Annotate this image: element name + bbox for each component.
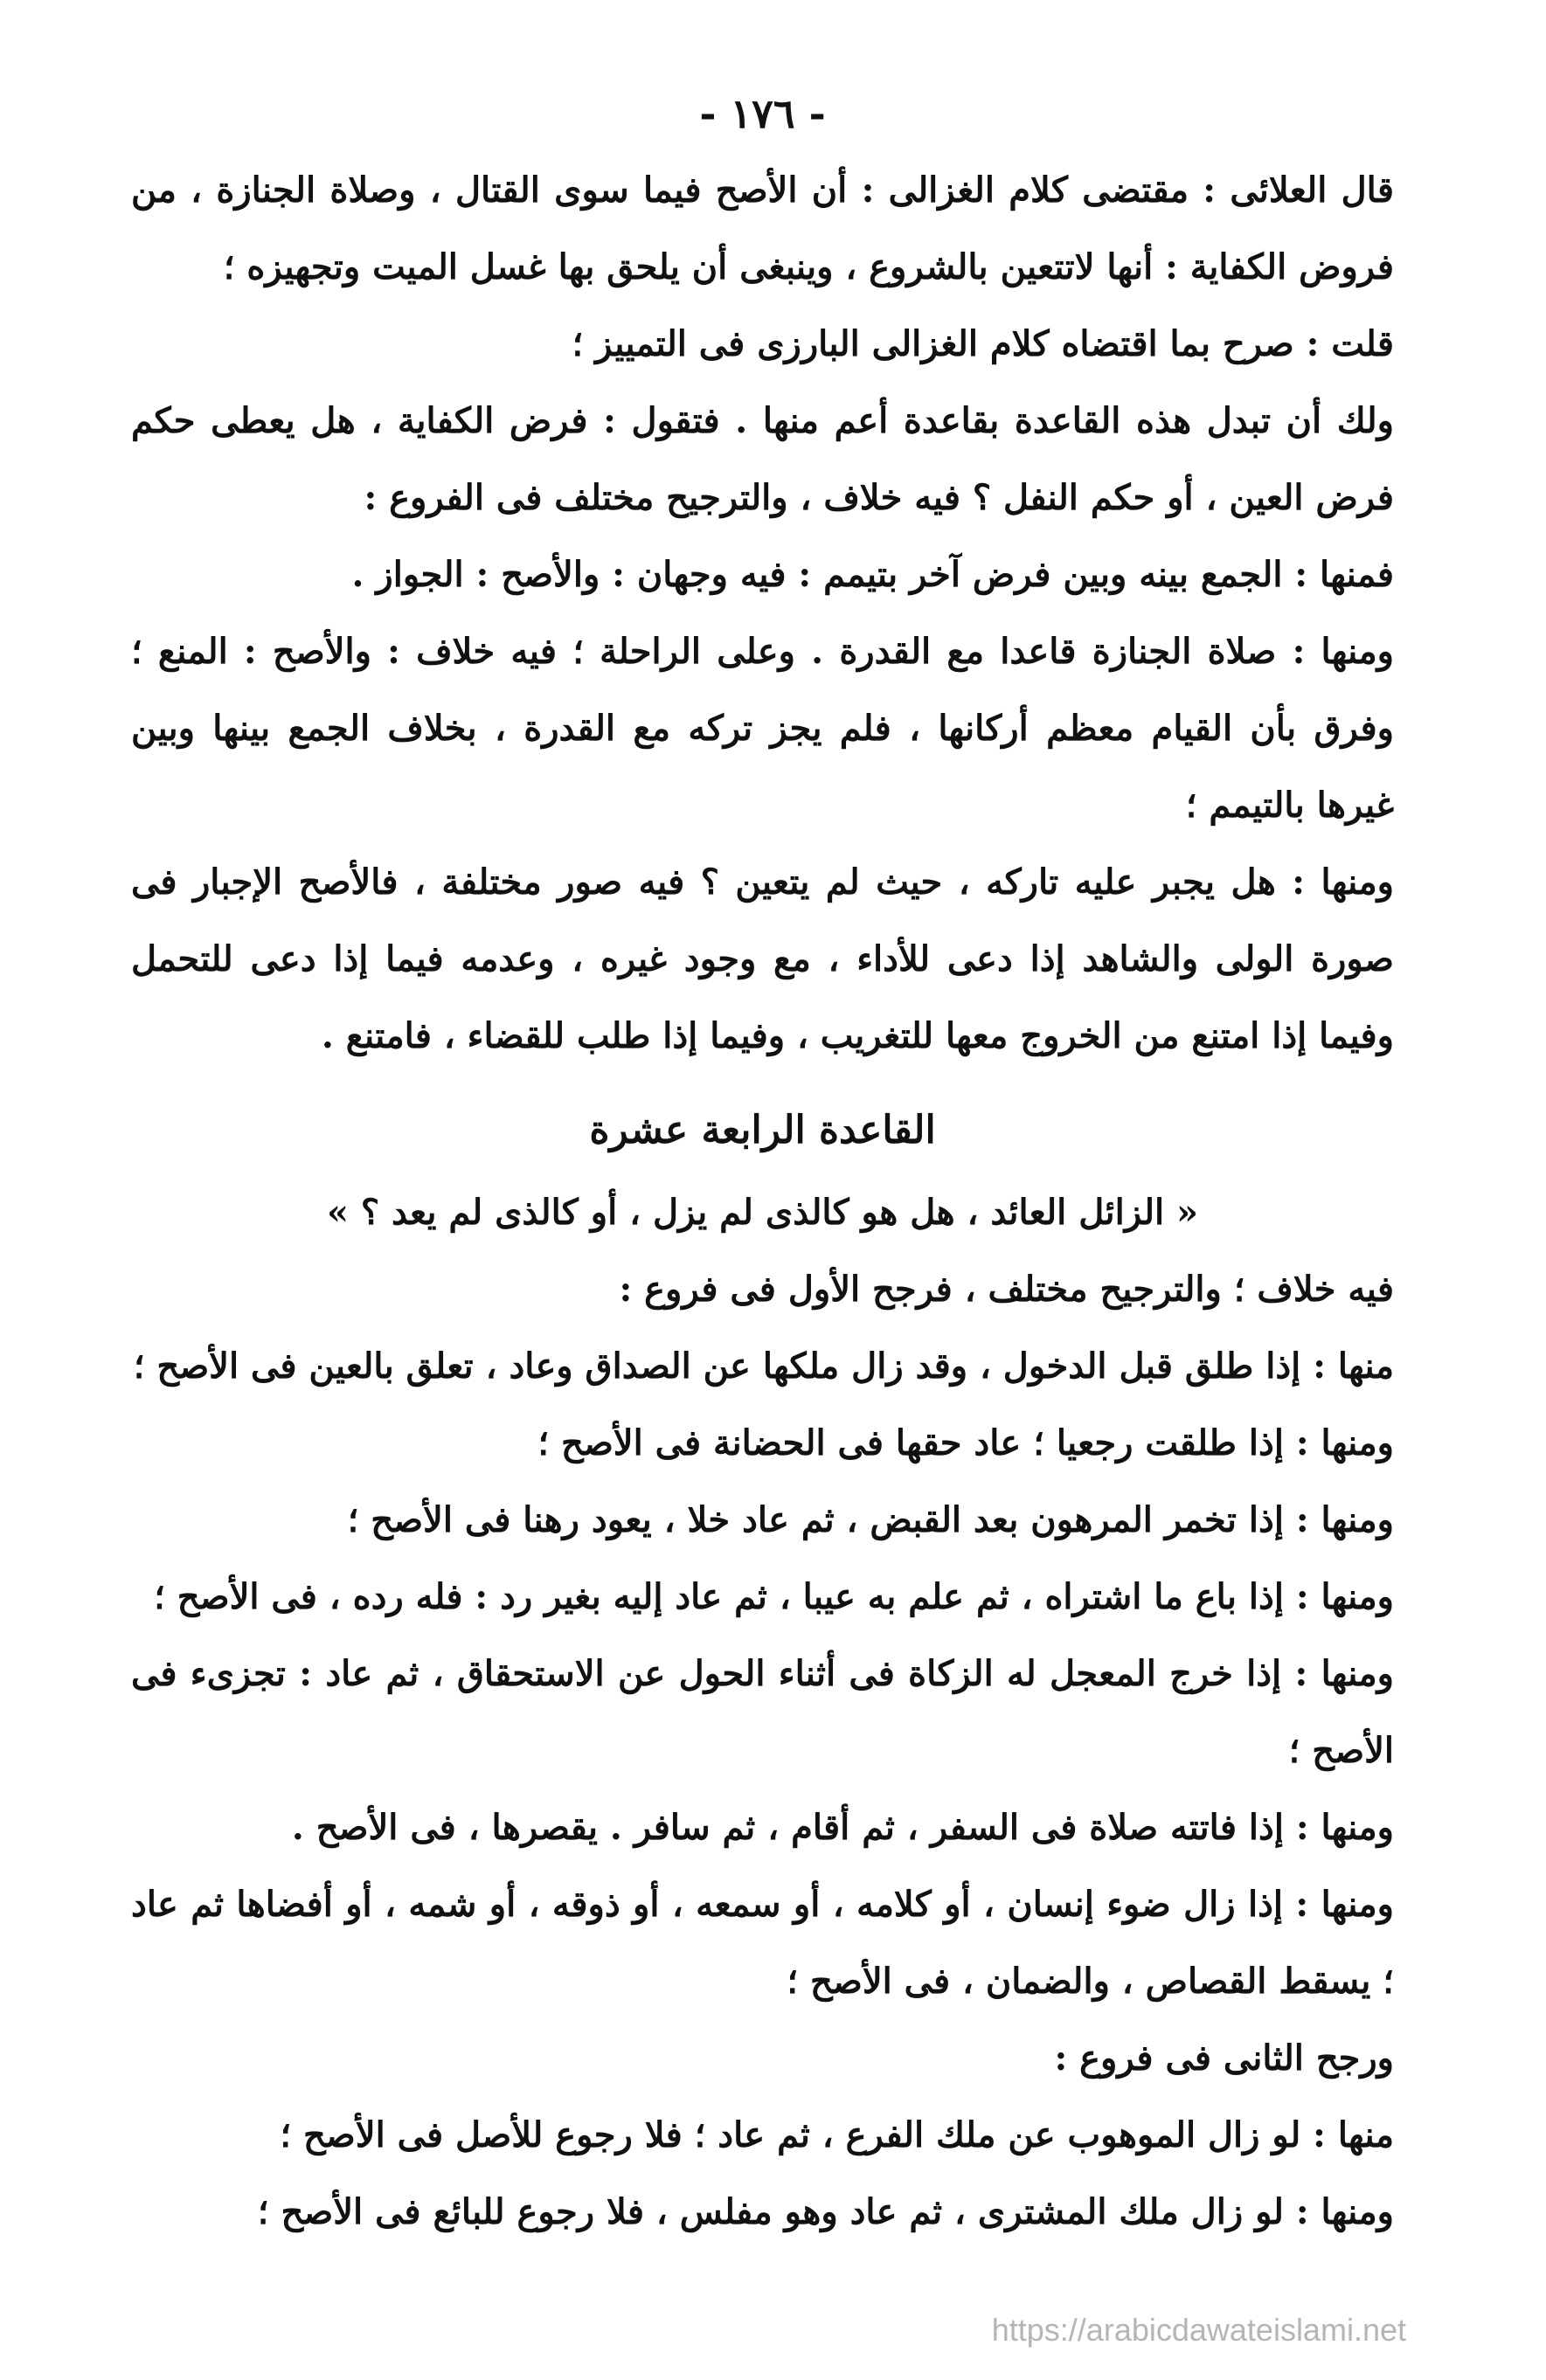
book-page — [131, 79, 1394, 2315]
paragraph: ومنها : هل يجبر عليه تاركه ، حيث لم يتعين ؟ فيه صور مختلفة ، فالأصح الإجبار فى صورة الولى والشاهد إذا دعى للأداء ، مع وجود غيره ، وعدمه فيما إذا دعى للتحمل وفيما إذا امتنع من الخروج معها للتغريب ، وفيما إذا طلب للقضاء ، فامتنع . — [131, 861, 1394, 1056]
paragraph: قال العلائى : مقتضى كلام الغزالى : أن الأصح فيما سوى القتال ، وصلاة الجنازة ، من فروض الكفاية : أنها لاتتعين بالشروع ، وينبغى أن يلحق بها غسل الميت وتجهيزه ؛ — [131, 170, 1394, 287]
paragraph: ومنها : إذا تخمر المرهون بعد القبض ، ثم عاد خلا ، يعود رهنا فى الأصح ؛ — [347, 1499, 1394, 1540]
paragraph: ومنها : إذا خرج المعجل له الزكاة فى أثناء الحول عن الاستحقاق ، ثم عاد : تجزىء فى الأصح ؛ — [131, 1653, 1394, 1771]
watermark: https://arabicdawateislami.net — [991, 2312, 1406, 2348]
paragraph: قلت : صرح بما اقتضاه كلام الغزالى البارزى فى التمييز ؛ — [572, 323, 1394, 364]
paragraph: فمنها : الجمع بينه وبين فرض آخر بتيمم : فيه وجهان : والأصح : الجواز . — [351, 554, 1394, 595]
section-title: القاعدة الرابعة عشرة — [589, 1108, 936, 1152]
paragraph: ومنها : صلاة الجنازة قاعدا مع القدرة . وعلى الراحلة ؛ فيه خلاف : والأصح : المنع ؛ وفرق بأن القيام معظم أركانها ، فلم يجز تركه مع القدرة ، بخلاف الجمع بينها وبين غيرها بالتيمم ؛ — [131, 631, 1394, 826]
paragraph: ولك أن تبدل هذه القاعدة بقاعدة أعم منها . فتقول : فرض الكفاية ، هل يعطى حكم فرض العين ، أو حكم النفل ؟ فيه خلاف ، والترجيح مختلف فى الفروع : — [131, 400, 1394, 518]
paragraph: منها : لو زال الموهوب عن ملك الفرع ، ثم عاد ؛ فلا رجوع للأصل فى الأصح ؛ — [280, 2114, 1394, 2155]
paragraph: ومنها : إذا فاتته صلاة فى السفر ، ثم أقام ، ثم سافر . يقصرها ، فى الأصح . — [291, 1807, 1394, 1848]
page-number: - ١٧٦ - — [699, 90, 826, 137]
paragraph: فيه خلاف ؛ والترجيح مختلف ، فرجح الأول فى فروع : — [619, 1269, 1394, 1310]
paragraph: منها : إذا طلق قبل الدخول ، وقد زال ملكها عن الصداق وعاد ، تعلق بالعين فى الأصح ؛ — [133, 1346, 1394, 1387]
paragraph: ومنها : إذا باع ما اشتراه ، ثم علم به عيبا ، ثم عاد إليه بغير رد : فله رده ، فى الأصح ؛ — [154, 1576, 1394, 1617]
paragraph: ومنها : إذا طلقت رجعيا ؛ عاد حقها فى الحضانة فى الأصح ؛ — [537, 1422, 1394, 1463]
paragraph: ورجح الثانى فى فروع : — [1054, 2038, 1394, 2079]
paragraph: ومنها : إذا زال ضوء إنسان ، أو كلامه ، أو سمعه ، أو ذوقه ، أو شمه ، أو أفضاها ثم عاد ؛ يسقط القصاص ، والضمان ، فى الأصح ؛ — [131, 1884, 1394, 2002]
paragraph: ومنها : لو زال ملك المشترى ، ثم عاد وهو مفلس ، فلا رجوع للبائع فى الأصح ؛ — [257, 2191, 1394, 2232]
section-subtitle: « الزائل العائد ، هل هو كالذى لم يزل ، أو كالذى لم يعد ؟ » — [326, 1192, 1199, 1233]
